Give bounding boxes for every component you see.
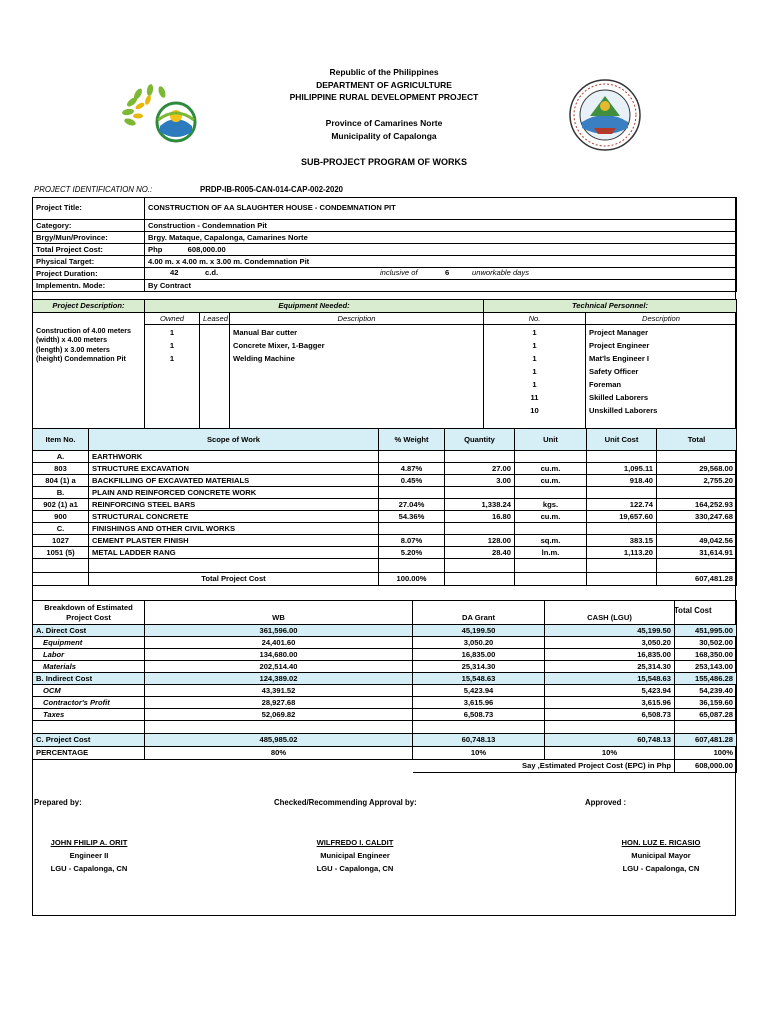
scope-cell-cost: 1,095.11 [587,463,657,475]
scope-cell-qty: 1,338.24 [445,499,515,511]
cost-cell-cash: 45,199.50 [545,625,675,637]
cost-cell-wb: 124,389.02 [145,673,413,685]
total-project-cost-value: 607,481.28 [657,573,737,586]
scope-cell-qty: 28.40 [445,547,515,559]
say-epc-row [33,760,737,773]
project-title-value: CONSTRUCTION OF AA SLAUGHTER HOUSE - CONDEMNATION PIT [145,198,737,220]
approved-title: Municipal Mayor [631,851,691,860]
quantity-header: Quantity [445,429,515,451]
cost-cell-total: 253,143.00 [675,661,737,673]
approved-signature-block [581,836,741,875]
personnel-no-col-header: No. [484,313,586,325]
scope-cell-weight: 0.45% [379,475,445,487]
percentage-row: PERCENTAGE 80% 10% 10% 100% [33,747,737,760]
project-cost-row: C. Project Cost 485,985.02 60,748.13 60,748.13 607,481.28 [33,734,737,747]
scope-cell-unit: ln.m. [515,547,587,559]
category-value: Construction - Condemnation Pit [145,220,737,232]
cost-cell-da: 6,508.73 [413,709,545,721]
owned-col-header: Owned [145,313,200,325]
scope-cell-cost: 1,113.20 [587,547,657,559]
cost-cell-cash: 5,423.94 [545,685,675,697]
scope-cell-scope: PLAIN AND REINFORCED CONCRETE WORK [89,487,379,499]
prepared-title: Engineer II [69,851,109,860]
scope-cell-weight [379,487,445,499]
project-info-table [32,197,737,292]
scope-item-row [33,463,737,475]
scope-group-row [33,487,737,499]
scope-cell-cost [587,451,657,463]
cost-cell-total: 451,995.00 [675,625,737,637]
header-prdp: PHILIPPINE RURAL DEVELOPMENT PROJECT [289,92,479,102]
scope-cell-unit: sq.m. [515,535,587,547]
cost-cell-wb: 24,401.60 [145,637,413,649]
scope-item-row [33,511,737,523]
unworkable-label: unworkable days [472,268,529,277]
cost-cell-total: 65,087.28 [675,709,737,721]
equipment-header: Equipment Needed: [145,300,484,313]
unit-header: Unit [515,429,587,451]
equip-desc-col-header: Description [230,313,484,325]
scope-header: Scope of Work [89,429,379,451]
cost-cell-total: 168,350.00 [675,649,737,661]
scope-cell-item: B. [33,487,89,499]
scope-cell-scope: STRUCTURE EXCAVATION [89,463,379,475]
scope-cell-weight: 5.20% [379,547,445,559]
scope-cell-item: 900 [33,511,89,523]
scope-cell-scope: REINFORCING STEEL BARS [89,499,379,511]
cost-cell-da: 25,314.30 [413,661,545,673]
weight-header: % Weight [379,429,445,451]
cost-cell-label: OCM [33,685,145,697]
cost-cell-total: 30,502.00 [675,637,737,649]
technical-personnel-header: Technical Personnel: [484,300,737,313]
info-label: Physical Target: [33,256,145,268]
cost-cell-label: Equipment [33,637,145,649]
info-label: Category: [33,220,145,232]
scope-cell-item: C. [33,523,89,535]
scope-cell-weight [379,523,445,535]
say-epc-label: Say ,Estimated Project Cost (EPC) in Php [413,760,675,773]
cost-cell-cash: 16,835.00 [545,649,675,661]
total-weight: 100.00% [379,573,445,586]
scope-cell-total: 31,614.91 [657,547,737,559]
cost-cell-da: 3,615.96 [413,697,545,709]
scope-cell-cost [587,487,657,499]
cost-cell-da: 5,423.94 [413,685,545,697]
cash-lgu-header: CASH (LGU) [545,613,675,625]
scope-cell-scope: FINISHINGS AND OTHER CIVIL WORKS [89,523,379,535]
scope-cell-cost: 19,657.60 [587,511,657,523]
info-label: Total Project Cost: [33,244,145,256]
cost-cell-total: 155,486.28 [675,673,737,685]
info-label: Implementn. Mode: [33,280,145,292]
scope-cell-unit [515,487,587,499]
scope-cell-item: 804 (1) a [33,475,89,487]
approved-office: LGU - Capalonga, CN [622,864,700,873]
scope-cell-item: A. [33,451,89,463]
approved-by-label: Approved : [585,798,627,807]
cost-cell-label: Taxes [33,709,145,721]
checked-signature-block [275,836,435,875]
scope-item-row [33,475,737,487]
scope-cell-cost: 122.74 [587,499,657,511]
scope-cell-qty: 128.00 [445,535,515,547]
scope-cell-scope: CEMENT PLASTER FINISH [89,535,379,547]
cost-sub-row [33,637,737,649]
leased-col-header: Leased [200,313,230,325]
scope-cell-total: 2,755.20 [657,475,737,487]
prepared-name: JOHN FHILIP A. ORIT [50,838,128,847]
total-project-cost-label: Total Project Cost [89,573,379,586]
scope-cell-total: 29,568.00 [657,463,737,475]
checked-name: WILFREDO I. CALDIT [316,838,394,847]
equipment-owned-list: 1 1 1 [145,325,200,429]
breakdown-label: Breakdown of Estimated Project Cost [33,601,145,625]
personnel-no-list: 1 1 1 1 1 11 10 [484,325,586,429]
unit-cost-header: Unit Cost [587,429,657,451]
item-no-header: Item No. [33,429,89,451]
implementation-mode-value: By Contract [145,280,737,292]
scope-of-work-table [32,428,737,586]
cost-sub-row [33,649,737,661]
prepared-office: LGU - Capalonga, CN [50,864,128,873]
scope-cell-unit [515,451,587,463]
cost-cell-wb: 361,596.00 [145,625,413,637]
total-cost-header: Total Cost [674,606,712,615]
scope-cell-qty: 3.00 [445,475,515,487]
cost-cell-total: 36,159.60 [675,697,737,709]
project-description-header: Project Description: [33,300,145,313]
cost-cell-cash: 3,050.20 [545,637,675,649]
location-value: Brgy. Mataque, Capalonga, Camarines Norte [145,232,737,244]
equipment-desc-list: Manual Bar cutter Concrete Mixer, 1-Bagger Welding Machine [230,325,484,429]
da-grant-header: DA Grant [413,613,545,625]
prepared-by-label: Prepared by: [34,798,82,807]
checked-by-label: Checked/Recommending Approval by: [274,798,417,807]
cost-cell-da: 3,050.20 [413,637,545,649]
scope-cell-total [657,451,737,463]
cost-cell-label: B. Indirect Cost [33,673,145,685]
scope-cell-item: 803 [33,463,89,475]
project-id-label: PROJECT IDENTIFICATION NO.: [34,185,153,194]
scope-cell-item: 1027 [33,535,89,547]
scope-cell-weight: 27.04% [379,499,445,511]
personnel-desc-col-header: Description [586,313,737,325]
duration-cell [145,268,737,280]
scope-item-row [33,547,737,559]
scope-cell-qty [445,523,515,535]
header-province: Province of Camarines Norte [325,118,443,128]
scope-cell-total [657,487,737,499]
wb-header: WB [145,613,413,625]
total-header: Total [657,429,737,451]
scope-cell-total: 330,247.68 [657,511,737,523]
equipment-personnel-table [32,312,737,429]
cost-cell-wb: 134,680.00 [145,649,413,661]
cost-cell-wb: 28,927.68 [145,697,413,709]
page-title: SUB-PROJECT PROGRAM OF WORKS [300,157,467,167]
cost-sub-row [33,685,737,697]
cost-cell-da: 45,199.50 [413,625,545,637]
cost-cell-label: Labor [33,649,145,661]
scope-cell-qty [445,487,515,499]
personnel-desc-list: Project Manager Project Engineer Mat'ls Engineer I Safety Officer Foreman Skilled Laborers Unskilled Laborers [586,325,737,429]
unworkable-days: 6 [445,268,450,277]
cost-sub-row [33,709,737,721]
cost-group-row [33,673,737,685]
scope-cell-unit: cu.m. [515,463,587,475]
scope-cell-weight [379,451,445,463]
scope-cell-item: 902 (1) a1 [33,499,89,511]
cost-cell-cash: 15,548.63 [545,673,675,685]
cost-cell-wb: 202,514.40 [145,661,413,673]
cost-cell-label: Materials [33,661,145,673]
info-label: Brgy/Mun/Province: [33,232,145,244]
scope-group-row [33,523,737,535]
total-project-cost-row [33,573,737,586]
scope-cell-qty: 27.00 [445,463,515,475]
scope-group-row [33,451,737,463]
total-cost-value: Php 608,000.00 [145,244,737,256]
say-epc-value: 608,000.00 [675,760,737,773]
scope-cell-weight: 54.36% [379,511,445,523]
scope-cell-qty: 16.80 [445,511,515,523]
project-id-value: PRDP-IB-R005-CAN-014-CAP-002-2020 [200,185,343,194]
scope-cell-total: 49,042.56 [657,535,737,547]
scope-cell-scope: EARTHWORK [89,451,379,463]
checked-office: LGU - Capalonga, CN [316,864,394,873]
scope-cell-cost [587,523,657,535]
cost-cell-wb: 52,069.82 [145,709,413,721]
scope-cell-total [657,523,737,535]
scope-cell-cost: 383.15 [587,535,657,547]
scope-cell-unit [515,523,587,535]
scope-cell-unit: cu.m. [515,475,587,487]
header-department: DEPARTMENT OF AGRICULTURE [316,80,452,90]
scope-cell-scope: BACKFILLING OF EXCAVATED MATERIALS [89,475,379,487]
cost-cell-cash: 3,615.96 [545,697,675,709]
scope-cell-total: 164,252.93 [657,499,737,511]
scope-cell-unit: kgs. [515,499,587,511]
scope-cell-weight: 8.07% [379,535,445,547]
cost-cell-da: 16,835.00 [413,649,545,661]
cost-sub-row [33,661,737,673]
cost-sub-row [33,697,737,709]
cost-cell-label: Contractor's Profit [33,697,145,709]
scope-cell-scope: METAL LADDER RANG [89,547,379,559]
scope-item-row [33,535,737,547]
scope-cell-weight: 4.87% [379,463,445,475]
scope-item-row [33,499,737,511]
info-label: Project Duration: [33,268,145,280]
project-description-text: Construction of 4.00 meters (width) x 4.00 meters (length) x 3.00 meters (height) Condemnation Pit [33,325,145,429]
checked-title: Municipal Engineer [320,851,390,860]
info-label: Project Title: [33,198,145,220]
cost-cell-total: 54,239.40 [675,685,737,697]
duration-unit: c.d. [205,268,219,277]
cost-cell-cash: 6,508.73 [545,709,675,721]
approved-name: HON. LUZ E. RICASIO [621,838,701,847]
scope-cell-unit: cu.m. [515,511,587,523]
scope-cell-item: 1051 (5) [33,547,89,559]
cost-cell-da: 15,548.63 [413,673,545,685]
header-municipality: Municipality of Capalonga [331,131,437,141]
cost-group-row [33,625,737,637]
section-header-row [32,299,737,313]
header-republic: Republic of the Philippines [329,67,439,77]
cost-cell-label: A. Direct Cost [33,625,145,637]
scope-cell-scope: STRUCTURAL CONCRETE [89,511,379,523]
duration-inclusive: inclusive of [380,268,418,277]
physical-target-value: 4.00 m. x 4.00 m. x 3.00 m. Condemnation Pit [145,256,737,268]
cost-cell-wb: 43,391.52 [145,685,413,697]
scope-cell-cost: 918.40 [587,475,657,487]
duration-days: 42 [170,268,179,277]
cost-cell-cash: 25,314.30 [545,661,675,673]
scope-cell-qty [445,451,515,463]
cost-breakdown-table [32,600,737,773]
prepared-signature-block [9,836,169,875]
